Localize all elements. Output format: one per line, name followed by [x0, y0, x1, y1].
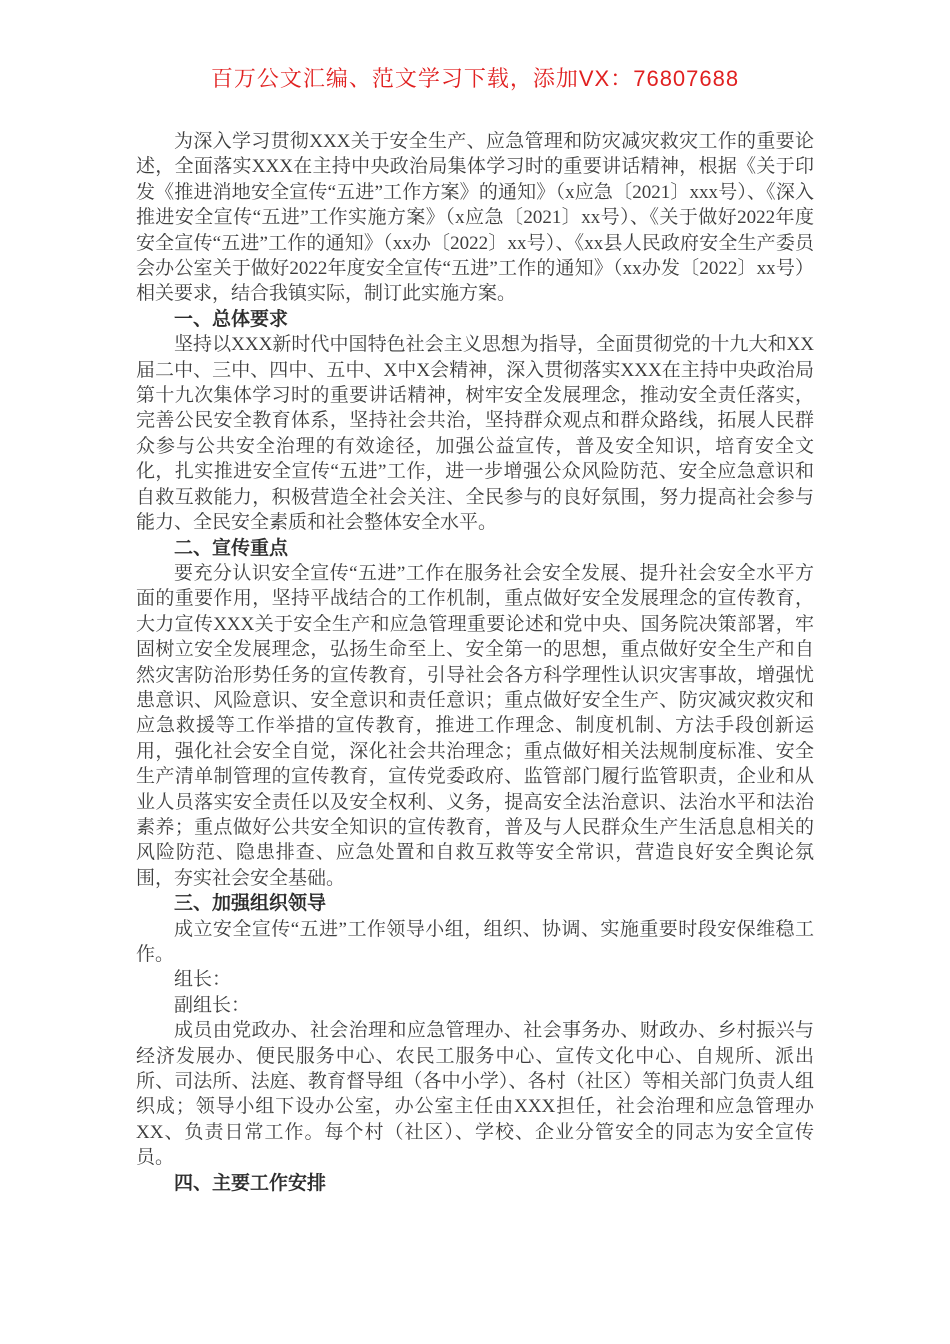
paragraph-deputy-group-leader: 副组长： — [174, 994, 251, 1016]
heading-publicity-focus: 二、宣传重点 — [174, 537, 289, 559]
paragraph-leadership-group: 成立安全宣传“五进”工作领导小组，组织、协调、实施重要时段安保维稳工作。 — [136, 918, 814, 965]
paragraph-group-leader: 组长： — [174, 969, 232, 991]
paragraph-publicity-focus: 要充分认识安全宣传“五进”工作在服务社会安全发展、提升社会安全水平方面的重要作用，坚持平战结合的工作机制，重点做好安全发展理念的宣传教育，大力宣传XXX关于安全生产和应急管理重要论述和党中央、国务院决策部署，牢固树立安全发展理念，弘扬生命至上、安全第一的思想，重点做好安全生产和自然灾害防治形势任务的宣传教育，引导社会各方科学理性认识灾害事故，增强忧患意识、风险意识、安全意识和责任意识；重点做好安全生产、防灾减灾救灾和应急救援等工作举措的宣传教育，推进工作理念、制度机制、方法手段创新运用，强化社会安全自觉，深化社会共治理念；重点做好相关法规制度标准、安全生产清单制管理的宣传教育，宣传党委政府、监管部门履行监管职责，企业和从业人员落实安全责任以及安全权利、义务，提高安全法治意识、法治水平和法治素养；重点做好公共安全知识的宣传教育，普及与人民群众生产生活息息相关的风险防范、隐患排查、应急处置和自救互救等安全常识，营造良好安全舆论氛围，夯实社会安全基础。 — [136, 562, 814, 889]
paragraph-intro: 为深入学习贯彻XXX关于安全生产、应急管理和防灾减灾救灾工作的重要论述，全面落实XXX在主持中央政治局集体学习时的重要讲话精神，根据《关于印发《推进消地安全宣传“五进”工作方案》的通知》（x应急〔2021〕xxx号）、《深入推进安全宣传“五进”工作实施方案》（x应急〔2021〕xx号）、《关于做好2022年度安全宣传“五进”工作的通知》（xx办〔2022〕xx号）、《xx县人民政府安全生产委员会办公室关于做好2022年度安全宣传“五进”工作的通知》（xx办发〔2022〕xx号）相关要求，结合我镇实际，制订此实施方案。 — [136, 131, 814, 305]
document-body — [136, 129, 814, 1196]
heading-overall-requirements: 一、总体要求 — [174, 308, 289, 330]
paragraph-overall-requirements: 坚持以XXX新时代中国特色社会主义思想为指导，全面贯彻党的十九大和XX届二中、三中、四中、五中、X中X会精神，深入贯彻落实XXX在主持中央政治局第十九次集体学习时的重要讲话精神，树牢安全发展理念，推动安全责任落实，完善公民安全教育体系，坚持社会共治，坚持群众观点和群众路线，拓展人民群众参与公共安全治理的有效途径，加强公益宣传，普及安全知识，培育安全文化，扎实推进安全宣传“五进”工作，进一步增强公众风险防范、安全应急意识和自救互救能力，积极营造全社会关注、全民参与的良好氛围，努力提高社会参与能力、全民安全素质和社会整体安全水平。 — [136, 334, 814, 534]
heading-strengthen-leadership: 三、加强组织领导 — [174, 893, 327, 915]
watermark-banner: 百万公文汇编、范文学习下载，添加VX：76807688 — [210, 66, 740, 91]
heading-main-work-arrangement: 四、主要工作安排 — [174, 1172, 327, 1194]
paragraph-members: 成员由党政办、社会治理和应急管理办、社会事务办、财政办、乡村振兴与经济发展办、便民服务中心、农民工服务中心、宣传文化中心、自规所、派出所、司法所、法庭、教育督导组（各中小学）、各村（社区）等相关部门负责人组织成；领导小组下设办公室，办公室主任由XXX担任，社会治理和应急管理办XX、负责日常工作。每个村（社区）、学校、企业分管安全的同志为安全宣传员。 — [136, 1020, 814, 1169]
